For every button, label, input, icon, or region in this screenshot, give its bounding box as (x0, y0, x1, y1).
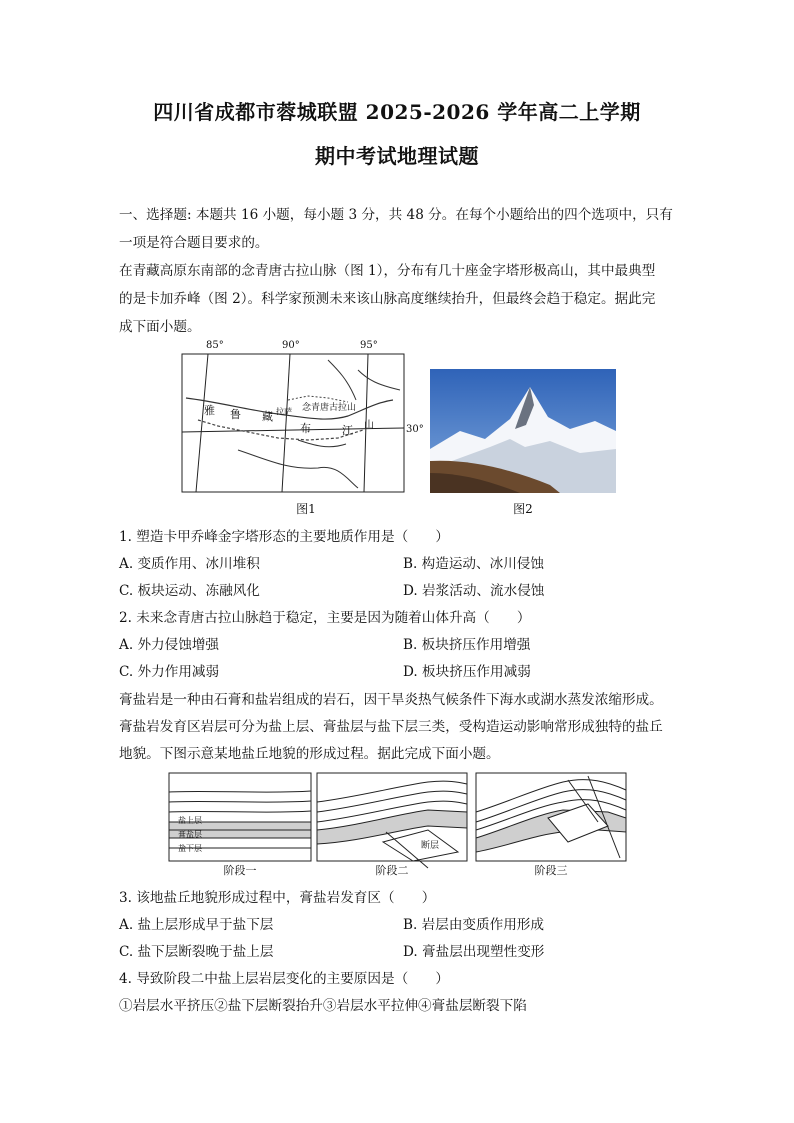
stage2-label: 阶段二 (375, 864, 409, 877)
q2-option-d: D. 板块挤压作用减弱 (403, 664, 531, 680)
q3-stem: 3. 该地盐丘地貌形成过程中，膏盐岩发育区（ ） (119, 890, 436, 906)
label-fault: 断层 (421, 841, 440, 851)
figure1-caption: 图1 (296, 502, 316, 516)
map-label-zang: 藏 (262, 410, 273, 423)
figure2-photo (430, 369, 616, 493)
q4-choices: ①岩层水平挤压②盐下层断裂抬升③岩层水平拉伸④膏盐层断裂下陷 (119, 998, 527, 1014)
map-label-bu: 布 (300, 422, 311, 435)
figure1-map (178, 340, 430, 498)
map-label-jiang: 江 (342, 424, 353, 437)
passage1-line2: 的是卡加乔峰（图 2）。科学家预测未来该山脉高度继续抬升，但最终会趋于稳定。据此完 (119, 291, 656, 307)
stage1-label: 阶段一 (223, 864, 257, 877)
passage2-line2: 膏盐岩发育区岩层可分为盐上层、膏盐层与盐下层三类，受构造运动影响常形成独特的盐丘 (119, 719, 663, 735)
passage2-line3: 地貌。下图示意某地盐丘地貌的形成过程。据此完成下面小题。 (119, 746, 500, 762)
lon-label-95: 95° (360, 340, 378, 351)
q3-option-b: B. 岩层由变质作用形成 (403, 917, 544, 933)
q3-option-d: D. 膏盐层出现塑性变形 (403, 944, 545, 960)
section-instruction-line2: 一项是符合题目要求的。 (119, 235, 269, 251)
q4-stem: 4. 导致阶段二中盐上层岩层变化的主要原因是（ ） (119, 971, 449, 987)
map-label-shan: 山 (364, 420, 374, 431)
passage1-line3: 成下面小题。 (119, 319, 201, 335)
q1-option-c: C. 板块运动、冻融风化 (119, 583, 260, 599)
stage3-label: 阶段三 (534, 864, 568, 877)
section-instruction-line1: 一、选择题: 本题共 16 小题，每小题 3 分，共 48 分。在每个小题给出的四个选项中，只有 (119, 207, 673, 223)
doc-title-line2: 期中考试地理试题 (315, 144, 479, 168)
map-label-mountain: 念青唐古拉山 (302, 403, 357, 413)
lon-label-90: 90° (282, 340, 300, 351)
q2-stem: 2. 未来念青唐古拉山脉趋于稳定，主要是因为随着山体升高（ ） (119, 610, 531, 626)
passage2-line1: 膏盐岩是一种由石膏和盐岩组成的岩石，因干旱炎热气候条件下海水或湖水蒸发浓缩形成。 (119, 692, 663, 708)
q2-option-a: A. 外力侵蚀增强 (119, 637, 220, 653)
label-salt-lower-layer: 盐下层 (178, 844, 202, 853)
lon-label-85: 85° (206, 340, 224, 351)
figure3-salt-dome-stages (168, 772, 628, 880)
label-gypsum-salt-layer: 膏盐层 (178, 830, 202, 839)
q3-option-a: A. 盐上层形成早于盐下层 (119, 917, 274, 933)
q2-option-c: C. 外力作用减弱 (119, 664, 220, 680)
map-label-lhasa: 拉萨 (276, 407, 292, 416)
q2-option-b: B. 板块挤压作用增强 (403, 637, 531, 653)
stage2-diagram (317, 773, 467, 868)
figure2-caption: 图2 (513, 502, 533, 516)
map-label-lu: 鲁 (230, 408, 241, 421)
q1-stem: 1. 塑造卡甲乔峰金字塔形态的主要地质作用是（ ） (119, 529, 449, 545)
doc-title-line1: 四川省成都市蓉城联盟 2025-2026 学年高二上学期 (153, 100, 641, 124)
lat-label-30: 30° (406, 424, 424, 435)
stage3-diagram (476, 773, 626, 861)
q3-option-c: C. 盐下层断裂晚于盐上层 (119, 944, 274, 960)
q1-option-a: A. 变质作用、冰川堆积 (119, 556, 260, 572)
passage1-line1: 在青藏高原东南部的念青唐古拉山脉（图 1），分布有几十座金字塔形极高山，其中最典型 (119, 263, 656, 279)
map-label-ya: 雅 (204, 404, 215, 417)
q1-option-d: D. 岩浆活动、流水侵蚀 (403, 583, 545, 599)
label-salt-upper-layer: 盐上层 (178, 816, 202, 825)
q1-option-b: B. 构造运动、冰川侵蚀 (403, 556, 544, 572)
